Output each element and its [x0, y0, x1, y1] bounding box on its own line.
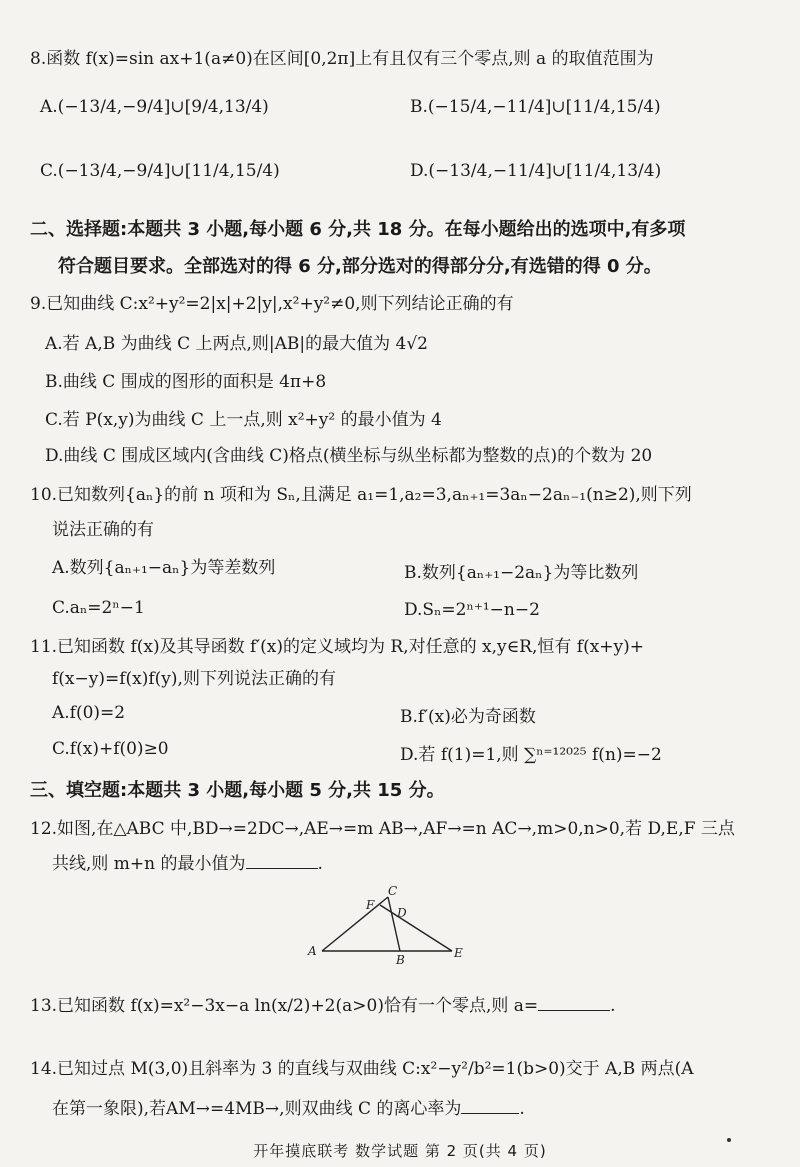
scan-speck: [727, 1138, 731, 1142]
label-d: D: [397, 906, 407, 920]
q9-stem: 9.已知曲线 C:x²+y²=2|x|+2|y|,x²+y²≠0,则下列结论正确的有: [30, 294, 514, 314]
q14-stem-end: .: [519, 1099, 525, 1119]
page-footer: 开年摸底联考 数学试题 第 2 页(共 4 页): [253, 1142, 547, 1160]
q12-stem-line2: [52, 853, 323, 875]
q8-option-a: A.(−13/4,−9/4]∪[9/4,13/4): [40, 97, 269, 117]
section3-heading: 三、填空题:本题共 3 小题,每小题 5 分,共 15 分。: [30, 780, 445, 801]
q14-stem-line1: 14.已知过点 M(3,0)且斜率为 3 的直线与双曲线 C:x²−y²/b²=1(b>0)交于 A,B 两点(A: [30, 1059, 694, 1079]
q10-option-d: D.Sₙ=2ⁿ⁺¹−n−2: [404, 600, 540, 620]
line-fe: [380, 905, 452, 951]
q9-option-c: C.若 P(x,y)为曲线 C 上一点,则 x²+y² 的最小值为 4: [45, 410, 442, 430]
q9-option-b: B.曲线 C 围成的图形的面积是 4π+8: [45, 372, 327, 392]
q10-option-a: A.数列{aₙ₊₁−aₙ}为等差数列: [52, 558, 276, 578]
label-b: B: [396, 953, 405, 965]
q13-stem-line: [30, 995, 616, 1017]
q13-answer-blank[interactable]: [538, 996, 610, 1011]
q11-option-d: D.若 f(1)=1,则 ∑ⁿ⁼¹²⁰²⁵ f(n)=−2: [400, 745, 662, 765]
q8-stem: 8.函数 f(x)=sin ax+1(a≠0)在区间[0,2π]上有且仅有三个零点,则 a 的取值范围为: [30, 49, 654, 69]
q9-option-d: D.曲线 C 围成区域内(含曲线 C)格点(横坐标与纵坐标都为整数的点)的个数为 20: [45, 446, 653, 466]
q13-stem-end: .: [610, 996, 616, 1016]
q12-answer-blank[interactable]: [246, 854, 318, 869]
q11-stem-line2: f(x−y)=f(x)f(y),则下列说法正确的有: [52, 669, 336, 689]
q10-stem-line2: 说法正确的有: [52, 520, 154, 540]
q8-option-c: C.(−13/4,−9/4]∪[11/4,15/4): [40, 161, 280, 181]
q9-option-a: A.若 A,B 为曲线 C 上两点,则|AB|的最大值为 4√2: [45, 334, 428, 354]
q11-option-a: A.f(0)=2: [52, 703, 126, 723]
triangle-side-ac: [322, 897, 388, 951]
q8-option-d: D.(−13/4,−11/4]∪[11/4,13/4): [410, 161, 662, 181]
label-e: E: [454, 946, 463, 960]
q14-stem-line2: [52, 1098, 525, 1120]
q14-stem-text: 在第一象限),若AM→=4MB→,则双曲线 C 的离心率为: [52, 1099, 462, 1119]
label-f: F: [366, 898, 375, 912]
q13-stem-text: 13.已知函数 f(x)=x²−3x−a ln(x/2)+2(a>0)恰有一个零点,则 a=: [30, 996, 539, 1016]
q12-stem-end: .: [317, 854, 323, 874]
section2-heading-line2: 符合题目要求。全部选对的得 6 分,部分选对的得部分分,有选错的得 0 分。: [58, 256, 662, 277]
label-c: C: [388, 885, 398, 898]
triangle-figure: [300, 885, 480, 965]
q11-stem-line1: 11.已知函数 f(x)及其导函数 f′(x)的定义域均为 R,对任意的 x,y∈R,恒有 f(x+y)+: [30, 637, 645, 657]
q14-answer-blank[interactable]: [461, 1099, 519, 1114]
section2-heading-line1: 二、选择题:本题共 3 小题,每小题 6 分,共 18 分。在每小题给出的选项中,有多项: [30, 219, 686, 240]
q11-option-c: C.f(x)+f(0)≥0: [52, 739, 169, 759]
q11-option-b: B.f′(x)必为奇函数: [400, 707, 536, 727]
q10-option-c: C.aₙ=2ⁿ−1: [52, 598, 145, 618]
q8-option-b: B.(−15/4,−11/4]∪[11/4,15/4): [410, 97, 661, 117]
q12-stem-text: 共线,则 m+n 的最小值为: [52, 854, 246, 874]
q10-stem-line1: 10.已知数列{aₙ}的前 n 项和为 Sₙ,且满足 a₁=1,a₂=3,aₙ₊₁=3aₙ−2aₙ₋₁(n≥2),则下列: [30, 485, 692, 505]
q10-option-b: B.数列{aₙ₊₁−2aₙ}为等比数列: [404, 563, 639, 583]
label-a: A: [308, 944, 317, 958]
q12-stem-line1: 12.如图,在△ABC 中,BD→=2DC→,AE→=m AB→,AF→=n AC→,m>0,n>0,若 D,E,F 三点: [30, 819, 735, 839]
